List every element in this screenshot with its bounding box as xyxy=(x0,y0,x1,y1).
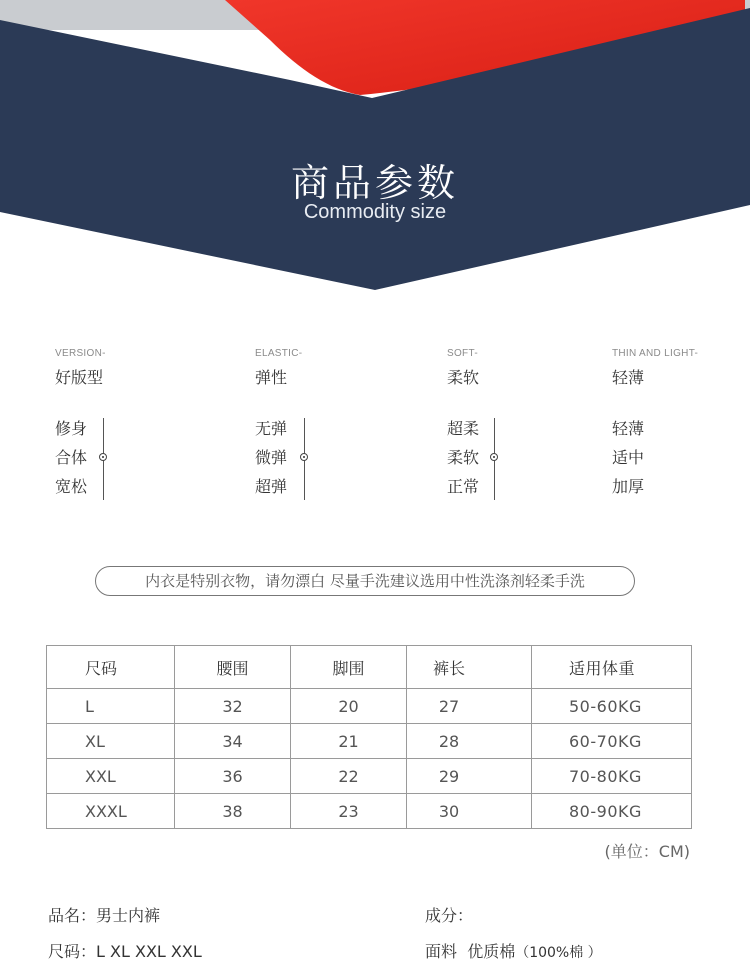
feature-elastic xyxy=(255,348,302,501)
page-title: 商品参数 xyxy=(290,161,459,205)
table-cell: XXXL xyxy=(47,794,175,829)
level-item: 无弹 xyxy=(255,419,288,438)
fabric-value: 优质棉 xyxy=(467,942,516,961)
unit-note: (单位：CM) xyxy=(604,842,690,861)
level-item: 适中 xyxy=(612,448,645,467)
page-subtitle: Commodity size xyxy=(303,201,447,223)
feature-levels xyxy=(55,414,106,501)
feature-en-label: VERSION- xyxy=(55,348,106,359)
level-item: 超弹 xyxy=(255,477,288,496)
indicator-dot-icon xyxy=(300,453,308,461)
table-cell: 50-60KG xyxy=(532,689,692,724)
header-cell: 适用体重 xyxy=(532,646,692,689)
table-cell: 30 xyxy=(407,794,532,829)
indicator-dot-icon xyxy=(490,453,498,461)
table-cell: 28 xyxy=(407,724,532,759)
feature-cn-label: 弹性 xyxy=(255,368,288,387)
table-cell: XL xyxy=(47,724,175,759)
level-item: 合体 xyxy=(55,448,88,467)
composition-line xyxy=(425,903,473,926)
table-cell: 22 xyxy=(291,759,407,794)
fabric-label: 面料 xyxy=(425,942,458,961)
level-item: 柔软 xyxy=(447,448,480,467)
header-cell: 尺码 xyxy=(47,646,175,689)
level-item: 宽松 xyxy=(55,477,88,496)
indicator-dot-icon xyxy=(99,453,107,461)
feature-en-label: ELASTIC- xyxy=(255,348,303,359)
product-size-value: L XL XXL XXL xyxy=(96,942,202,961)
header-cell: 脚围 xyxy=(291,646,407,689)
table-header-row xyxy=(47,646,692,689)
table-cell: 70-80KG xyxy=(532,759,692,794)
product-name-value: 男士内裤 xyxy=(96,906,161,925)
level-item: 正常 xyxy=(447,477,480,496)
fabric-line xyxy=(425,939,602,962)
level-item: 轻薄 xyxy=(612,419,645,438)
table-row xyxy=(47,724,692,759)
level-item: 修身 xyxy=(55,419,88,438)
table-row xyxy=(47,794,692,829)
feature-cn-label: 轻薄 xyxy=(612,368,645,387)
product-size-line xyxy=(48,939,202,962)
feature-cn-label: 柔软 xyxy=(447,368,480,387)
table-cell: 20 xyxy=(291,689,407,724)
table-cell: 80-90KG xyxy=(532,794,692,829)
feature-version xyxy=(55,348,106,501)
feature-levels xyxy=(447,414,479,501)
feature-cn-label: 好版型 xyxy=(55,368,104,387)
product-name-line xyxy=(48,903,160,926)
feature-levels xyxy=(612,414,698,501)
table-cell: 60-70KG xyxy=(532,724,692,759)
wash-notice: 内衣是特别衣物，请勿漂白 尽量手洗建议选用中性洗涤剂轻柔手洗 xyxy=(95,566,635,596)
feature-levels xyxy=(255,414,302,501)
hero-banner xyxy=(0,0,750,300)
table-cell: 27 xyxy=(407,689,532,724)
product-size-label: 尺码： xyxy=(48,942,97,961)
table-cell: L xyxy=(47,689,175,724)
fabric-percent: （100%棉 ） xyxy=(515,945,602,961)
table-cell: 36 xyxy=(175,759,291,794)
table-cell: XXL xyxy=(47,759,175,794)
product-name-label: 品名： xyxy=(48,906,97,925)
feature-soft xyxy=(447,348,479,501)
feature-thin-light xyxy=(612,348,698,501)
feature-en-label: SOFT- xyxy=(447,348,478,359)
table-row xyxy=(47,759,692,794)
header-cell: 腰围 xyxy=(175,646,291,689)
table-cell: 21 xyxy=(291,724,407,759)
feature-en-label: THIN AND LIGHT- xyxy=(612,348,699,359)
level-item: 微弹 xyxy=(255,448,288,467)
composition-label: 成分： xyxy=(425,906,474,925)
level-item: 加厚 xyxy=(612,477,645,496)
header-cell: 裤长 xyxy=(407,646,532,689)
table-cell: 29 xyxy=(407,759,532,794)
size-table xyxy=(46,645,692,829)
level-item: 超柔 xyxy=(447,419,480,438)
hero-graphic xyxy=(0,0,750,300)
table-cell: 34 xyxy=(175,724,291,759)
table-cell: 23 xyxy=(291,794,407,829)
table-cell: 38 xyxy=(175,794,291,829)
table-cell: 32 xyxy=(175,689,291,724)
table-row xyxy=(47,689,692,724)
